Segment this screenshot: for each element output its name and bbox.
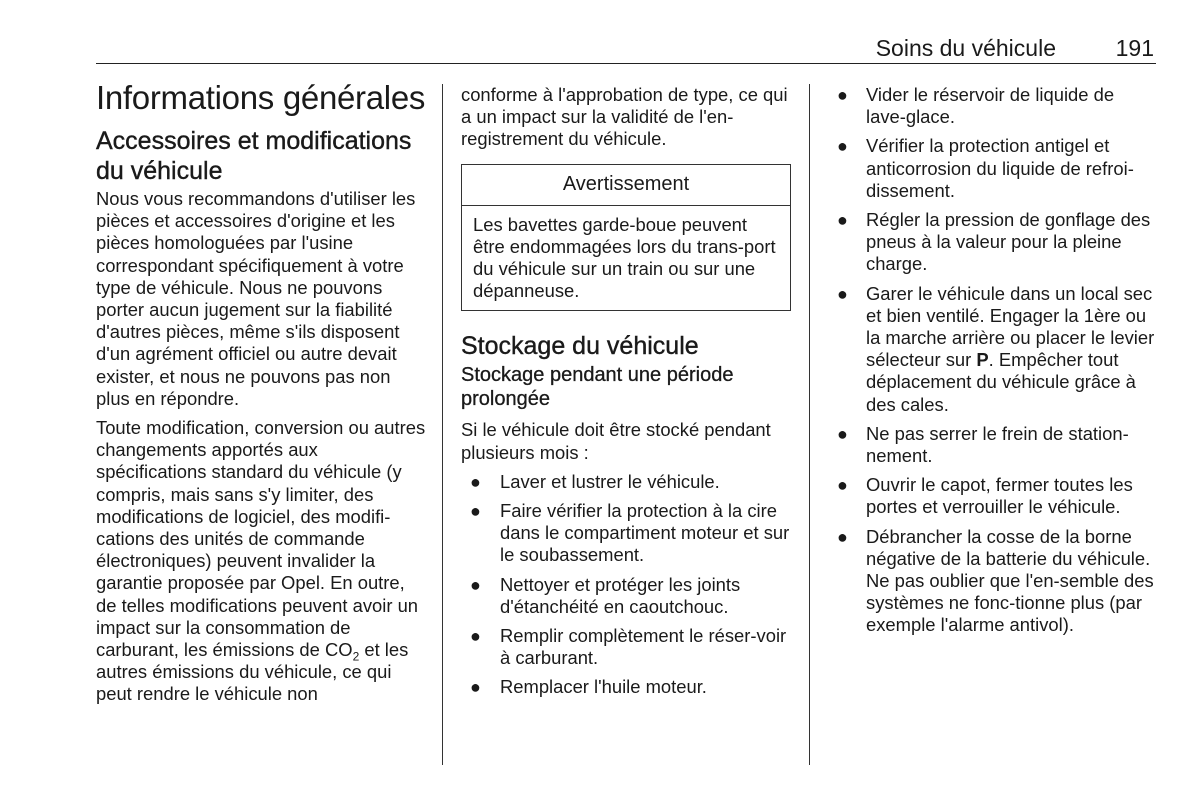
section-title-accessories: Accessoires et modifications du véhicule — [96, 127, 412, 185]
list-item — [461, 471, 791, 493]
warning-body: Les bavettes garde-boue peuvent être endommagées lors du trans-port du véhicule sur un train ou sur une dépanneuse. — [473, 213, 776, 302]
column-divider-1 — [442, 84, 443, 765]
bullet-icon: ● — [470, 626, 481, 647]
bullet-icon: ● — [837, 526, 848, 547]
list-item-text: Garer le véhicule dans un local sec et bien ventilé. Engager la 1ère ou la marche arrière ou placer le levier sélecteur sur — [866, 282, 1155, 371]
storage-intro: Si le véhicule doit être stocké pendant plusieurs mois : — [461, 419, 771, 463]
bullet-icon: ● — [470, 574, 481, 595]
selector-position-p: P — [976, 349, 989, 371]
list-item — [836, 283, 1158, 416]
subsection-title-long-storage: Stockage pendant une période prolongée — [461, 364, 734, 411]
subscript-2: 2 — [352, 649, 360, 664]
paragraph-continuation: conforme à l'approbation de type, ce qui a un impact sur la validité de l'en-registrement du véhicule. — [461, 84, 788, 150]
list-item — [836, 209, 1158, 276]
list-item — [836, 135, 1158, 202]
bullet-icon: ● — [837, 136, 848, 157]
warning-title: Avertissement — [462, 165, 790, 206]
list-item — [836, 474, 1158, 518]
warning-box — [461, 164, 791, 312]
list-item-text: . Empêcher tout déplacement du véhicule grâce à des cales. — [866, 349, 1136, 415]
list-item-text: Laver et lustrer le véhicule. — [500, 470, 720, 492]
list-item-text: Remplacer l'huile moteur. — [500, 676, 707, 698]
list-item — [461, 500, 791, 567]
storage-list-2 — [836, 84, 1158, 637]
list-item — [836, 84, 1158, 128]
list-item-text: Vérifier la protection antigel et anticorrosion du liquide de refroi-dissement. — [866, 135, 1134, 201]
list-item-text: Ouvrir le capot, fermer toutes les portes et verrouiller le véhicule. — [866, 474, 1133, 518]
bullet-icon: ● — [837, 475, 848, 496]
running-header-title: Soins du véhicule — [875, 35, 1056, 61]
list-item-text: Nettoyer et protéger les joints d'étanchéité en caoutchouc. — [500, 573, 741, 617]
paragraph-accessories-2 — [96, 417, 426, 706]
paragraph-text: et les autres émissions du véhicule, ce qui peut rendre le véhicule non — [96, 639, 409, 705]
list-item — [461, 625, 791, 669]
bullet-icon: ● — [470, 501, 481, 522]
list-item-text: Régler la pression de gonflage des pneus à la valeur pour la pleine charge. — [866, 209, 1151, 275]
list-item-text: Vider le réservoir de liquide de lave-glace. — [866, 84, 1115, 128]
bullet-icon: ● — [837, 85, 848, 105]
column-divider-2 — [809, 84, 810, 765]
column-3 — [836, 84, 1158, 644]
chapter-title: Informations générales — [96, 79, 426, 116]
list-item-text: Ne pas serrer le frein de station-nement. — [866, 422, 1129, 467]
column-2 — [461, 84, 791, 706]
bullet-icon: ● — [837, 210, 848, 231]
bullet-icon: ● — [470, 471, 481, 492]
list-item-text: Remplir complètement le réser-voir à carburant. — [500, 625, 787, 669]
paragraph-text: Toute modification, conversion ou autres changements apportés aux spécifications standard du véhicule (y compris, mais sans s'y limiter, des modifications de logiciel, des modifi-cations des unités de commande électroniques) peuvent invalider la garantie proposée par Opel. En outre, de telles modifications peuvent avoir un impact sur la consommation de carburant, les émissions de CO — [96, 417, 426, 661]
bullet-icon: ● — [837, 283, 848, 304]
bullet-icon: ● — [837, 423, 848, 444]
page-number: 191 — [1115, 35, 1154, 61]
section-title-storage: Stockage du véhicule — [461, 332, 699, 361]
list-item-text: Débrancher la cosse de la borne négative de la batterie du véhicule. Ne pas oublier que l'en-semble des systèmes ne fonc-tionne plus (par exemple l'alarme antivol). — [866, 525, 1154, 636]
list-item — [461, 574, 791, 618]
column-1 — [96, 78, 426, 713]
paragraph-accessories-1: Nous vous recommandons d'utiliser les pièces et accessoires d'origine et les pièces homologuées par l'usine correspondant spécifiquement à votre type de véhicule. Nous ne pouvons porter aucun jugement sur la fiabilité d'autres pièces, même s'ils disposent d'un agrément officiel ou autre devait exister, et nous ne pouvons pas non plus en répondre. — [96, 188, 416, 409]
storage-list-1 — [461, 471, 791, 699]
list-item-text: Faire vérifier la protection à la cire dans le compartiment moteur et sur le soubassement. — [500, 500, 790, 566]
list-item — [836, 423, 1158, 467]
bullet-icon: ● — [470, 677, 481, 698]
list-item — [836, 526, 1158, 637]
page-header — [96, 33, 1156, 64]
list-item — [461, 676, 791, 698]
